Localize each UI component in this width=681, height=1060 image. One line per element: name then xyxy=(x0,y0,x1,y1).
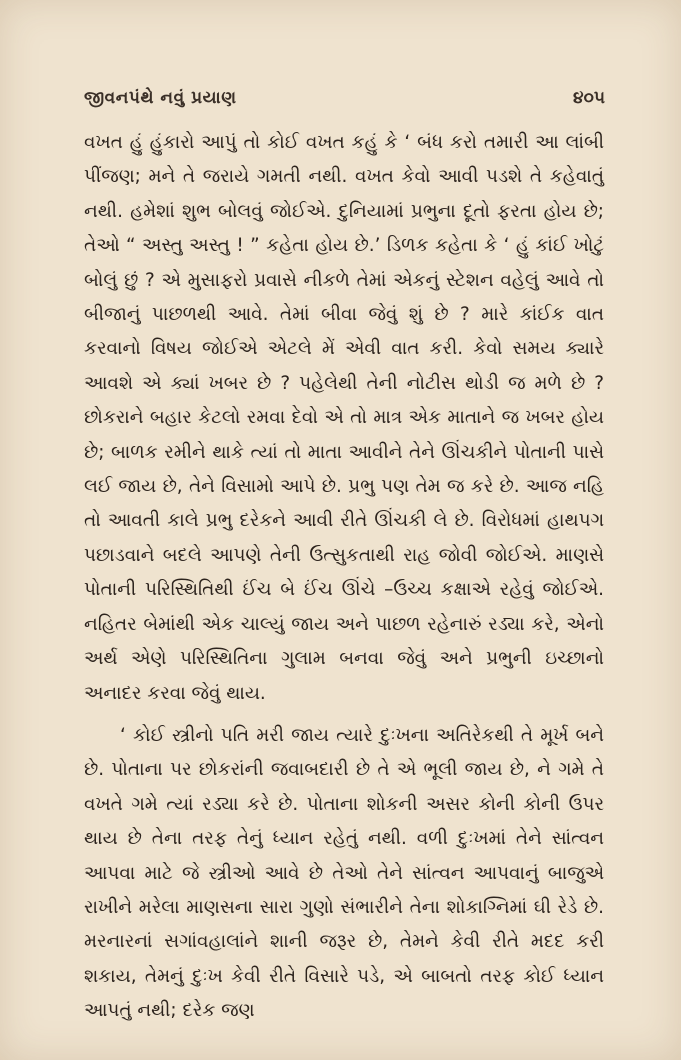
body-text xyxy=(84,126,604,1029)
paragraph-1: વખત હું હુંકારો આપું તો કોઈ વખત કહું કે ‘ બંધ કરો તમારી આ લાંબી પીંજણ; મને તે જરાયે ગમતી નથી. વખત કેવો આવી પડશે તે કહેવાતું નથી. હમેશાં શુભ બોલવું જોઈએ. દુનિયામાં પ્રભુના દૂતો ફરતા હોય છે; તેઓ “ અસ્તુ અસ્તુ ! ” કહેતા હોય છે.’ ડિળક કહેતા કે ‘ હું કાંઈ ખોટું બોલું છું ? એ મુસાફરો પ્રવાસે નીકળે તેમાં એકનું સ્ટેશન વહેલું આવે તો બીજાનું પાછળથી આવે. તેમાં બીવા જેવું શું છે ? મારે કાંઈક વાત કરવાનો વિષય જોઈએ એટલે મેં એવી વાત કરી. કેવો સમય ક્યારે આવશે એ ક્યાં ખબર છે ? પહેલેથી તેની નોટીસ થોડી જ મળે છે ? છોકરાને બહાર કેટલો રમવા દેવો એ તો માત્ર એક માતાને જ ખબર હોય છે; બાળક રમીને થાકે ત્યાં તો માતા આવીને તેને ઊંચકીને પોતાની પાસે લઈ જાય છે, તેને વિસામો આપે છે. પ્રભુ પણ તેમ જ કરે છે. આજ નહિ તો આવતી કાલે પ્રભુ દરેકને આવી રીતે ઊંચકી લે છે. વિરોધમાં હાથપગ પછાડવાને બદલે આપણે તેની ઉત્સુકતાથી રાહ જોવી જોઈએ. માણસે પોતાની પરિસ્થિતિથી ઈંચ બે ઈંચ ઊંચે –ઉચ્ચ કક્ષાએ રહેવું જોઈએ. નહિતર બેમાંથી એક ચાલ્યું જાય અને પાછળ રહેનારું રડ્યા કરે, એનો અર્થ એણે પરિસ્થિતિના ગુલામ બનવા જેવું અને પ્રભુની ઇચ્છાનો અનાદર કરવા જેવું થાય. xyxy=(84,132,604,704)
paragraph-2: ‘ કોઈ સ્ત્રીનો પતિ મરી જાય ત્યારે દુઃખના અતિરેકથી તે મૂર્ખ બને છે. પોતાના પર છોકરાંની જવાબદારી છે તે એ ભૂલી જાય છે, ને ગમે તે વખતે ગમે ત્યાં રડ્યા કરે છે. પોતાના શોકની અસર કોની કોની ઉપર થાય છે તેના તરફ તેનું ધ્યાન રહેતું નથી. વળી દુઃખમાં તેને સાંત્વન આપવા માટે જે સ્ત્રીઓ આવે છે તેઓ તેને સાંત્વન આપવાનું બાજુએ રાખીને મરેલા માણસના સારા ગુણો સંભારીને તેના શોકાગ્નિમાં ઘી રેડે છે. મરનારનાં સગાંવહાલાંને શાની જરૂર છે, તેમને કેવી રીતે મદદ કરી શકાય, તેમનું દુઃખ કેવી રીતે વિસારે પડે, એ બાબતો તરફ કોઈ ધ્યાન આપતું નથી; દરેક જણ xyxy=(84,724,604,1022)
page-number: ૪૦૫ xyxy=(573,88,605,108)
running-title: જીવનપંથે નવું પ્રયાણ xyxy=(84,88,237,108)
page-header xyxy=(84,88,605,118)
